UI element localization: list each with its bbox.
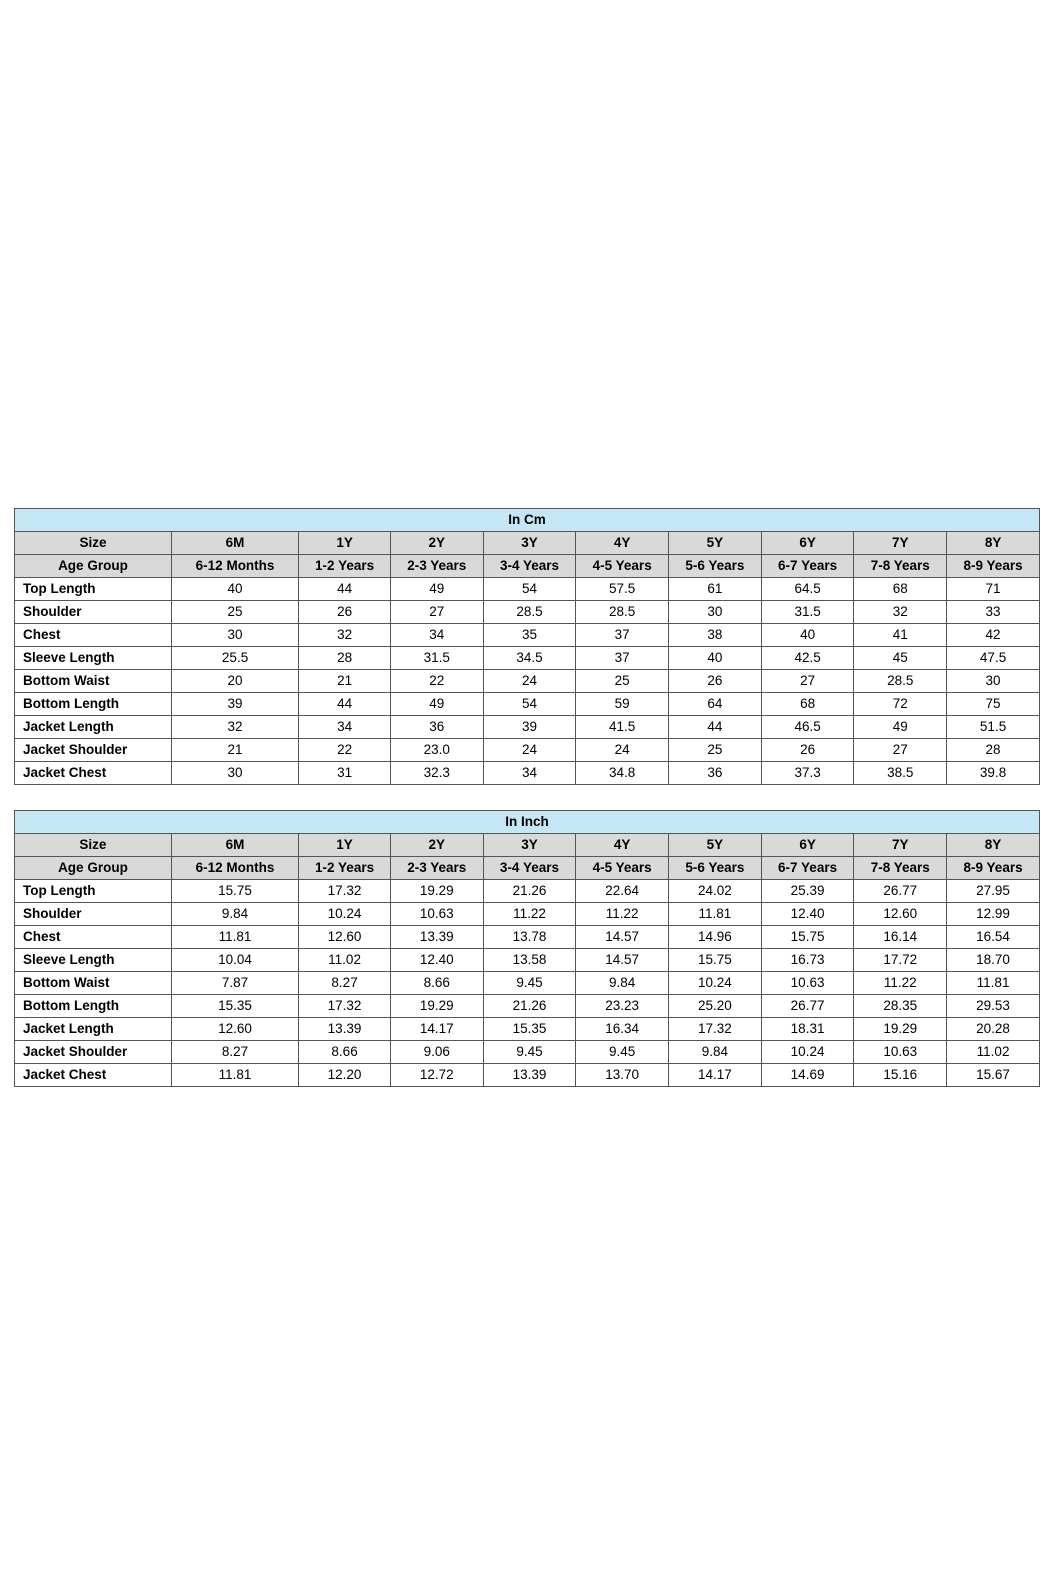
measurement-value-cell: 19.29	[390, 880, 483, 903]
measurement-value-cell: 19.29	[854, 1018, 947, 1041]
measurement-value-cell: 28	[299, 647, 391, 670]
table-row	[15, 949, 1040, 972]
size-row-label: Size	[15, 834, 172, 857]
measurement-value-cell: 49	[854, 716, 947, 739]
table-row	[15, 972, 1040, 995]
measurement-value-cell: 28.5	[576, 601, 669, 624]
measurement-value-cell: 39	[171, 693, 298, 716]
measurement-value-cell: 28.5	[483, 601, 576, 624]
measurement-value-cell: 40	[761, 624, 854, 647]
measurement-value-cell: 75	[947, 693, 1040, 716]
measurement-value-cell: 30	[171, 624, 298, 647]
size-header-cell: 7Y	[854, 532, 947, 555]
measurement-value-cell: 38	[669, 624, 762, 647]
measurement-value-cell: 11.81	[669, 903, 762, 926]
measurement-value-cell: 11.22	[576, 903, 669, 926]
measurement-value-cell: 28.5	[854, 670, 947, 693]
size-header-cell: 6Y	[761, 834, 854, 857]
measurement-value-cell: 11.02	[299, 949, 391, 972]
measurement-value-cell: 12.60	[854, 903, 947, 926]
size-header-cell: 8Y	[947, 532, 1040, 555]
measurement-label: Top Length	[15, 578, 172, 601]
table-row	[15, 903, 1040, 926]
measurement-value-cell: 27	[761, 670, 854, 693]
measurement-value-cell: 21.26	[483, 880, 576, 903]
measurement-value-cell: 26	[761, 739, 854, 762]
measurement-value-cell: 54	[483, 578, 576, 601]
measurement-value-cell: 11.22	[854, 972, 947, 995]
measurement-value-cell: 23.0	[390, 739, 483, 762]
measurement-value-cell: 15.75	[669, 949, 762, 972]
measurement-value-cell: 22	[390, 670, 483, 693]
measurement-value-cell: 31.5	[761, 601, 854, 624]
measurement-value-cell: 20.28	[947, 1018, 1040, 1041]
measurement-value-cell: 12.60	[171, 1018, 298, 1041]
measurement-value-cell: 14.57	[576, 949, 669, 972]
measurement-value-cell: 25.5	[171, 647, 298, 670]
measurement-value-cell: 24	[576, 739, 669, 762]
measurement-value-cell: 68	[761, 693, 854, 716]
age-group-row-label: Age Group	[15, 555, 172, 578]
measurement-value-cell: 59	[576, 693, 669, 716]
measurement-value-cell: 34	[390, 624, 483, 647]
measurement-value-cell: 17.32	[299, 880, 391, 903]
measurement-label: Bottom Waist	[15, 972, 172, 995]
age-group-header-cell: 6-7 Years	[761, 857, 854, 880]
measurement-label: Jacket Chest	[15, 762, 172, 785]
age-group-header-row	[15, 857, 1040, 880]
measurement-label: Jacket Shoulder	[15, 1041, 172, 1064]
measurement-value-cell: 15.16	[854, 1064, 947, 1087]
measurement-value-cell: 10.63	[390, 903, 483, 926]
measurement-value-cell: 40	[171, 578, 298, 601]
measurement-value-cell: 25	[576, 670, 669, 693]
measurement-value-cell: 19.29	[390, 995, 483, 1018]
measurement-value-cell: 9.45	[576, 1041, 669, 1064]
measurement-value-cell: 44	[299, 693, 391, 716]
measurement-value-cell: 16.34	[576, 1018, 669, 1041]
size-header-row	[15, 834, 1040, 857]
measurement-value-cell: 26.77	[854, 880, 947, 903]
measurement-value-cell: 13.58	[483, 949, 576, 972]
size-header-cell: 5Y	[669, 532, 762, 555]
measurement-label: Bottom Waist	[15, 670, 172, 693]
measurement-value-cell: 37.3	[761, 762, 854, 785]
size-header-cell: 4Y	[576, 532, 669, 555]
age-group-header-row	[15, 555, 1040, 578]
age-group-header-cell: 1-2 Years	[299, 555, 391, 578]
measurement-value-cell: 11.02	[947, 1041, 1040, 1064]
table-title-row	[15, 811, 1040, 834]
measurement-value-cell: 14.69	[761, 1064, 854, 1087]
measurement-value-cell: 71	[947, 578, 1040, 601]
size-header-cell: 2Y	[390, 834, 483, 857]
measurement-value-cell: 11.81	[171, 1064, 298, 1087]
measurement-value-cell: 61	[669, 578, 762, 601]
measurement-value-cell: 25	[669, 739, 762, 762]
measurement-value-cell: 15.35	[171, 995, 298, 1018]
measurement-value-cell: 24.02	[669, 880, 762, 903]
table-row	[15, 624, 1040, 647]
measurement-value-cell: 14.57	[576, 926, 669, 949]
size-header-cell: 3Y	[483, 532, 576, 555]
measurement-value-cell: 9.84	[171, 903, 298, 926]
measurement-label: Jacket Chest	[15, 1064, 172, 1087]
measurement-label: Jacket Length	[15, 716, 172, 739]
measurement-value-cell: 15.75	[171, 880, 298, 903]
table-row	[15, 601, 1040, 624]
measurement-label: Sleeve Length	[15, 647, 172, 670]
measurement-value-cell: 30	[171, 762, 298, 785]
measurement-label: Bottom Length	[15, 693, 172, 716]
measurement-value-cell: 23.23	[576, 995, 669, 1018]
measurement-value-cell: 18.31	[761, 1018, 854, 1041]
measurement-value-cell: 10.24	[299, 903, 391, 926]
measurement-value-cell: 8.66	[299, 1041, 391, 1064]
measurement-value-cell: 31.5	[390, 647, 483, 670]
size-header-cell: 8Y	[947, 834, 1040, 857]
age-group-header-cell: 2-3 Years	[390, 857, 483, 880]
age-group-row-label: Age Group	[15, 857, 172, 880]
measurement-value-cell: 21	[171, 739, 298, 762]
measurement-value-cell: 17.72	[854, 949, 947, 972]
measurement-value-cell: 26	[669, 670, 762, 693]
measurement-value-cell: 9.06	[390, 1041, 483, 1064]
table-row	[15, 926, 1040, 949]
size-chart-inch-table	[14, 810, 1040, 1087]
measurement-value-cell: 13.39	[483, 1064, 576, 1087]
size-header-cell: 7Y	[854, 834, 947, 857]
measurement-value-cell: 26	[299, 601, 391, 624]
measurement-value-cell: 46.5	[761, 716, 854, 739]
size-row-label: Size	[15, 532, 172, 555]
measurement-value-cell: 16.73	[761, 949, 854, 972]
measurement-value-cell: 10.63	[761, 972, 854, 995]
size-header-cell: 6M	[171, 532, 298, 555]
table-row	[15, 716, 1040, 739]
measurement-value-cell: 13.70	[576, 1064, 669, 1087]
measurement-value-cell: 30	[947, 670, 1040, 693]
measurement-value-cell: 32.3	[390, 762, 483, 785]
measurement-value-cell: 49	[390, 693, 483, 716]
measurement-value-cell: 18.70	[947, 949, 1040, 972]
age-group-header-cell: 5-6 Years	[669, 555, 762, 578]
measurement-value-cell: 34.8	[576, 762, 669, 785]
size-chart-cm-table	[14, 508, 1040, 785]
table-row	[15, 995, 1040, 1018]
measurement-value-cell: 12.40	[761, 903, 854, 926]
age-group-header-cell: 1-2 Years	[299, 857, 391, 880]
measurement-label: Shoulder	[15, 601, 172, 624]
measurement-value-cell: 42.5	[761, 647, 854, 670]
measurement-value-cell: 28.35	[854, 995, 947, 1018]
table-row	[15, 1041, 1040, 1064]
measurement-value-cell: 34	[483, 762, 576, 785]
table-row	[15, 762, 1040, 785]
size-header-cell: 5Y	[669, 834, 762, 857]
measurement-value-cell: 41.5	[576, 716, 669, 739]
age-group-header-cell: 4-5 Years	[576, 857, 669, 880]
measurement-value-cell: 27.95	[947, 880, 1040, 903]
age-group-header-cell: 7-8 Years	[854, 857, 947, 880]
measurement-value-cell: 51.5	[947, 716, 1040, 739]
measurement-value-cell: 9.45	[483, 972, 576, 995]
measurement-value-cell: 22.64	[576, 880, 669, 903]
age-group-header-cell: 2-3 Years	[390, 555, 483, 578]
measurement-label: Chest	[15, 624, 172, 647]
measurement-value-cell: 31	[299, 762, 391, 785]
measurement-value-cell: 12.20	[299, 1064, 391, 1087]
measurement-value-cell: 32	[299, 624, 391, 647]
measurement-value-cell: 16.54	[947, 926, 1040, 949]
measurement-value-cell: 26.77	[761, 995, 854, 1018]
measurement-value-cell: 36	[390, 716, 483, 739]
measurement-value-cell: 16.14	[854, 926, 947, 949]
measurement-value-cell: 34	[299, 716, 391, 739]
size-header-cell: 4Y	[576, 834, 669, 857]
measurement-value-cell: 11.81	[171, 926, 298, 949]
measurement-value-cell: 12.99	[947, 903, 1040, 926]
measurement-value-cell: 27	[390, 601, 483, 624]
measurement-value-cell: 33	[947, 601, 1040, 624]
measurement-value-cell: 13.78	[483, 926, 576, 949]
measurement-value-cell: 40	[669, 647, 762, 670]
measurement-value-cell: 21	[299, 670, 391, 693]
measurement-value-cell: 39.8	[947, 762, 1040, 785]
measurement-value-cell: 13.39	[299, 1018, 391, 1041]
measurement-value-cell: 8.27	[299, 972, 391, 995]
measurement-label: Shoulder	[15, 903, 172, 926]
measurement-value-cell: 39	[483, 716, 576, 739]
size-header-cell: 1Y	[299, 532, 391, 555]
measurement-value-cell: 10.24	[761, 1041, 854, 1064]
measurement-value-cell: 45	[854, 647, 947, 670]
age-group-header-cell: 5-6 Years	[669, 857, 762, 880]
measurement-label: Jacket Length	[15, 1018, 172, 1041]
table-title: In Inch	[15, 811, 1040, 834]
measurement-value-cell: 9.45	[483, 1041, 576, 1064]
age-group-header-cell: 6-12 Months	[171, 857, 298, 880]
age-group-header-cell: 8-9 Years	[947, 555, 1040, 578]
measurement-value-cell: 37	[576, 647, 669, 670]
measurement-value-cell: 15.67	[947, 1064, 1040, 1087]
age-group-header-cell: 6-12 Months	[171, 555, 298, 578]
measurement-value-cell: 32	[854, 601, 947, 624]
measurement-value-cell: 21.26	[483, 995, 576, 1018]
measurement-label: Bottom Length	[15, 995, 172, 1018]
measurement-value-cell: 14.17	[669, 1064, 762, 1087]
size-header-cell: 6Y	[761, 532, 854, 555]
size-header-cell: 2Y	[390, 532, 483, 555]
measurement-value-cell: 25	[171, 601, 298, 624]
measurement-value-cell: 72	[854, 693, 947, 716]
table-row	[15, 693, 1040, 716]
measurement-value-cell: 44	[669, 716, 762, 739]
measurement-value-cell: 49	[390, 578, 483, 601]
measurement-value-cell: 64	[669, 693, 762, 716]
measurement-value-cell: 29.53	[947, 995, 1040, 1018]
size-header-cell: 6M	[171, 834, 298, 857]
measurement-value-cell: 57.5	[576, 578, 669, 601]
measurement-value-cell: 9.84	[669, 1041, 762, 1064]
measurement-value-cell: 30	[669, 601, 762, 624]
age-group-header-cell: 6-7 Years	[761, 555, 854, 578]
age-group-header-cell: 8-9 Years	[947, 857, 1040, 880]
measurement-value-cell: 12.72	[390, 1064, 483, 1087]
measurement-value-cell: 25.20	[669, 995, 762, 1018]
measurement-value-cell: 24	[483, 739, 576, 762]
measurement-value-cell: 11.81	[947, 972, 1040, 995]
measurement-value-cell: 15.35	[483, 1018, 576, 1041]
measurement-value-cell: 37	[576, 624, 669, 647]
measurement-value-cell: 12.60	[299, 926, 391, 949]
measurement-value-cell: 44	[299, 578, 391, 601]
measurement-value-cell: 8.66	[390, 972, 483, 995]
measurement-value-cell: 28	[947, 739, 1040, 762]
measurement-value-cell: 9.84	[576, 972, 669, 995]
table-row	[15, 578, 1040, 601]
size-header-cell: 1Y	[299, 834, 391, 857]
table-row	[15, 1064, 1040, 1087]
measurement-value-cell: 10.63	[854, 1041, 947, 1064]
table-title-row	[15, 509, 1040, 532]
measurement-label: Sleeve Length	[15, 949, 172, 972]
measurement-value-cell: 47.5	[947, 647, 1040, 670]
measurement-value-cell: 22	[299, 739, 391, 762]
size-header-row	[15, 532, 1040, 555]
measurement-value-cell: 10.04	[171, 949, 298, 972]
age-group-header-cell: 3-4 Years	[483, 857, 576, 880]
measurement-value-cell: 27	[854, 739, 947, 762]
measurement-value-cell: 42	[947, 624, 1040, 647]
age-group-header-cell: 3-4 Years	[483, 555, 576, 578]
measurement-value-cell: 11.22	[483, 903, 576, 926]
measurement-value-cell: 10.24	[669, 972, 762, 995]
age-group-header-cell: 7-8 Years	[854, 555, 947, 578]
measurement-value-cell: 14.96	[669, 926, 762, 949]
measurement-value-cell: 32	[171, 716, 298, 739]
table-row	[15, 1018, 1040, 1041]
measurement-value-cell: 12.40	[390, 949, 483, 972]
measurement-value-cell: 25.39	[761, 880, 854, 903]
measurement-value-cell: 54	[483, 693, 576, 716]
measurement-value-cell: 24	[483, 670, 576, 693]
measurement-value-cell: 7.87	[171, 972, 298, 995]
measurement-label: Jacket Shoulder	[15, 739, 172, 762]
measurement-label: Top Length	[15, 880, 172, 903]
measurement-value-cell: 15.75	[761, 926, 854, 949]
table-row	[15, 670, 1040, 693]
measurement-value-cell: 20	[171, 670, 298, 693]
measurement-value-cell: 13.39	[390, 926, 483, 949]
measurement-value-cell: 68	[854, 578, 947, 601]
table-row	[15, 739, 1040, 762]
measurement-value-cell: 41	[854, 624, 947, 647]
table-row	[15, 880, 1040, 903]
measurement-value-cell: 64.5	[761, 578, 854, 601]
measurement-value-cell: 36	[669, 762, 762, 785]
size-header-cell: 3Y	[483, 834, 576, 857]
measurement-value-cell: 38.5	[854, 762, 947, 785]
measurement-value-cell: 17.32	[299, 995, 391, 1018]
table-row	[15, 647, 1040, 670]
measurement-value-cell: 17.32	[669, 1018, 762, 1041]
measurement-value-cell: 8.27	[171, 1041, 298, 1064]
measurement-value-cell: 14.17	[390, 1018, 483, 1041]
table-title: In Cm	[15, 509, 1040, 532]
measurement-value-cell: 35	[483, 624, 576, 647]
measurement-value-cell: 34.5	[483, 647, 576, 670]
age-group-header-cell: 4-5 Years	[576, 555, 669, 578]
measurement-label: Chest	[15, 926, 172, 949]
